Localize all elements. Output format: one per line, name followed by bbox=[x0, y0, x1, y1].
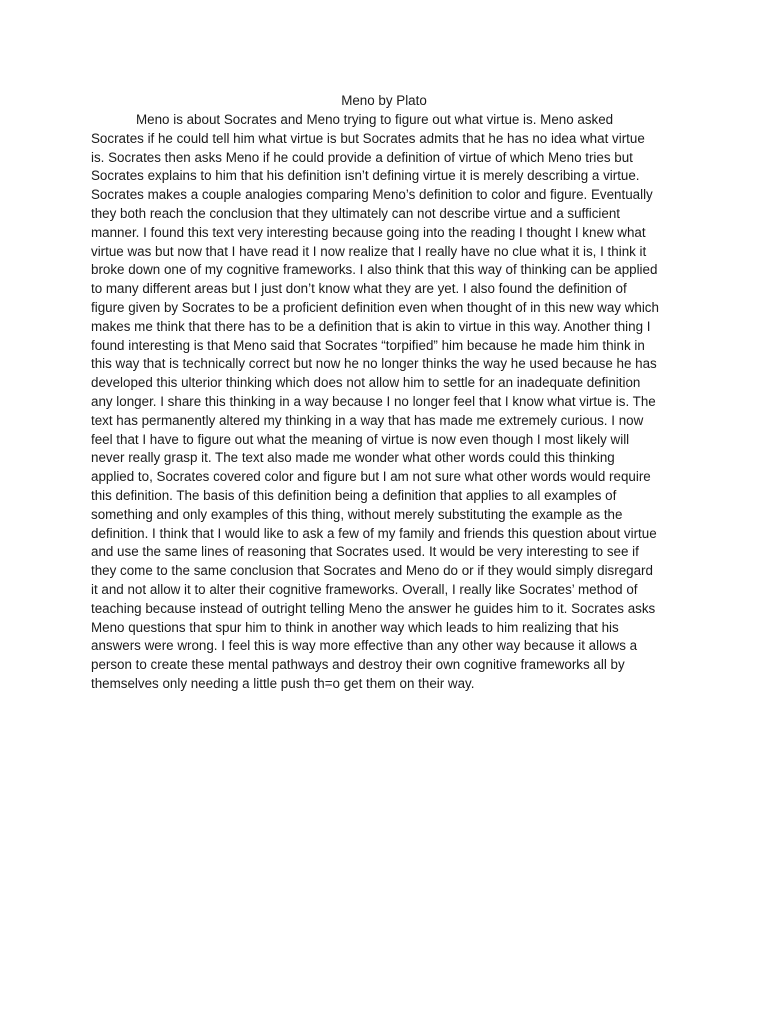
body-paragraph bbox=[91, 111, 681, 694]
text-line: manner. I found this text very interesting because going into the reading I thought I knew what bbox=[91, 224, 646, 240]
text-line: any longer. I share this thinking in a way because I no longer feel that I know what virtue is. The bbox=[91, 393, 656, 409]
text-line: they come to the same conclusion that Socrates and Meno do or if they would simply disregard bbox=[91, 563, 653, 579]
text-line: found interesting is that Meno said that Socrates “torpified” him because he made him think in bbox=[91, 337, 645, 353]
text-line: they both reach the conclusion that they ultimately can not describe virtue and a sufficient bbox=[91, 205, 620, 221]
text-line: this way that is technically correct but now he no longer thinks the way he used because he has bbox=[91, 356, 657, 372]
text-line: broke down one of my cognitive frameworks. I also think that this way of thinking can be applied bbox=[91, 262, 658, 278]
text-line: answers were wrong. I feel this is way more effective than any other way because it allows a bbox=[91, 638, 638, 654]
text-line: person to create these mental pathways and destroy their own cognitive frameworks all by bbox=[91, 657, 625, 673]
text-line: Socrates if he could tell him what virtue is but Socrates admits that he has no idea what virtue bbox=[91, 130, 645, 146]
text-line: Meno questions that spur him to think in another way which leads to him realizing that his bbox=[91, 619, 619, 635]
text-line: themselves only needing a little push th=o get them on their way. bbox=[91, 675, 475, 691]
text-line: virtue was but now that I have read it I now realize that I really have no clue what it is, I think it bbox=[91, 243, 647, 259]
text-line: text has permanently altered my thinking in a way that has made me extremely curious. I now bbox=[91, 412, 644, 428]
text-line: never really grasp it. The text also made me wonder what other words could this thinking bbox=[91, 450, 615, 466]
text-line: is. Socrates then asks Meno if he could provide a definition of virtue of which Meno tries but bbox=[91, 149, 633, 165]
text-line: to many different areas but I just don’t know what they are yet. I also found the definition of bbox=[91, 281, 627, 297]
text-line: developed this ulterior thinking which does not allow him to settle for an inadequate definition bbox=[91, 375, 641, 391]
text-line: makes me think that there has to be a definition that is akin to virtue in this way. Another thing I bbox=[91, 318, 651, 334]
text-line: something and only examples of this thing, without merely substituting the example as the bbox=[91, 506, 623, 522]
text-line: feel that I have to figure out what the meaning of virtue is now even though I most likely will bbox=[91, 431, 630, 447]
text-line: Socrates explains to him that his definition isn’t defining virtue it is merely describing a virtue. bbox=[91, 168, 640, 184]
text-line: teaching because instead of outright telling Meno the answer he guides him to it. Socrates asks bbox=[91, 600, 656, 616]
text-line: it and not allow it to alter their cognitive frameworks. Overall, I really like Socrates’ method of bbox=[91, 581, 638, 597]
document-title: Meno by Plato bbox=[341, 93, 427, 108]
text-line: Meno is about Socrates and Meno trying to figure out what virtue is. Meno asked bbox=[136, 112, 614, 127]
text-line: this definition. The basis of this definition being a definition that applies to all examples of bbox=[91, 487, 617, 503]
text-line: and use the same lines of reasoning that Socrates used. It would be very interesting to see if bbox=[91, 544, 639, 560]
text-line: figure given by Socrates to be a proficient definition even when thought of in this new way which bbox=[91, 299, 659, 315]
text-line: Socrates makes a couple analogies comparing Meno’s definition to color and figure. Eventually bbox=[91, 187, 653, 203]
text-line: applied to, Socrates covered color and figure but I am not sure what other words would require bbox=[91, 469, 651, 485]
text-line: definition. I think that I would like to ask a few of my family and friends this question about virtue bbox=[91, 525, 657, 541]
